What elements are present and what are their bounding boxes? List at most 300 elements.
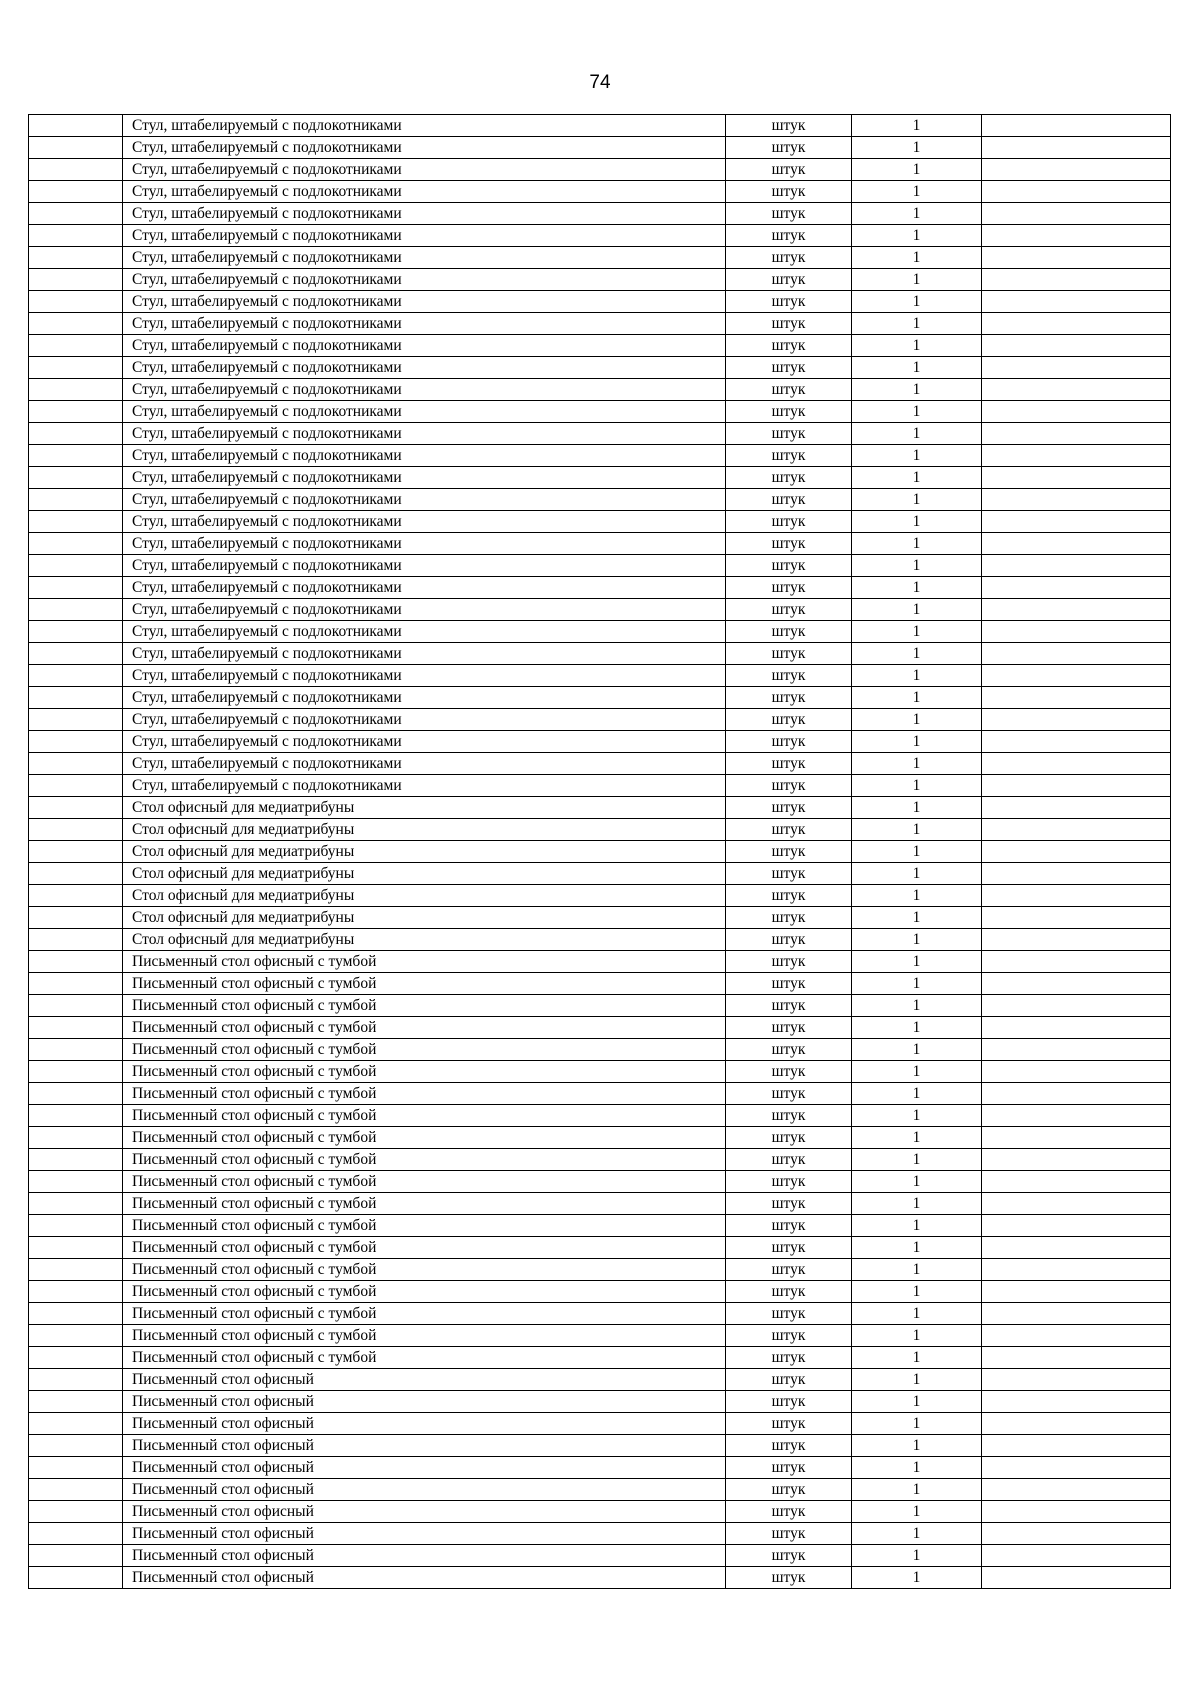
note-cell (982, 1127, 1171, 1149)
note-cell (982, 1457, 1171, 1479)
row-number-cell (29, 1413, 123, 1435)
table-row (29, 1501, 1171, 1523)
note-cell (982, 1303, 1171, 1325)
note-cell (982, 1501, 1171, 1523)
quantity-cell: 1 (852, 511, 982, 533)
table-row (29, 335, 1171, 357)
note-cell (982, 511, 1171, 533)
row-number-cell (29, 1523, 123, 1545)
item-name-cell: Стул, штабелируемый с подлокотниками (123, 621, 726, 643)
note-cell (982, 1391, 1171, 1413)
row-number-cell (29, 1061, 123, 1083)
note-cell (982, 1545, 1171, 1567)
item-name-cell: Стул, штабелируемый с подлокотниками (123, 247, 726, 269)
item-name-cell: Письменный стол офисный (123, 1545, 726, 1567)
unit-cell: штук (726, 885, 852, 907)
quantity-cell: 1 (852, 1479, 982, 1501)
row-number-cell (29, 335, 123, 357)
item-name-cell: Письменный стол офисный (123, 1501, 726, 1523)
unit-cell: штук (726, 687, 852, 709)
table-row (29, 533, 1171, 555)
table-row (29, 1017, 1171, 1039)
quantity-cell: 1 (852, 159, 982, 181)
row-number-cell (29, 313, 123, 335)
item-name-cell: Стул, штабелируемый с подлокотниками (123, 181, 726, 203)
quantity-cell: 1 (852, 1149, 982, 1171)
unit-cell: штук (726, 1281, 852, 1303)
quantity-cell: 1 (852, 995, 982, 1017)
unit-cell: штук (726, 1237, 852, 1259)
table-row (29, 291, 1171, 313)
table-row (29, 467, 1171, 489)
row-number-cell (29, 1479, 123, 1501)
unit-cell: штук (726, 753, 852, 775)
unit-cell: штук (726, 1479, 852, 1501)
row-number-cell (29, 1193, 123, 1215)
quantity-cell: 1 (852, 1391, 982, 1413)
row-number-cell (29, 159, 123, 181)
item-name-cell: Стул, штабелируемый с подлокотниками (123, 137, 726, 159)
table-row (29, 929, 1171, 951)
row-number-cell (29, 643, 123, 665)
unit-cell: штук (726, 1303, 852, 1325)
item-name-cell: Письменный стол офисный (123, 1413, 726, 1435)
note-cell (982, 577, 1171, 599)
unit-cell: штук (726, 599, 852, 621)
quantity-cell: 1 (852, 1435, 982, 1457)
note-cell (982, 973, 1171, 995)
row-number-cell (29, 137, 123, 159)
item-name-cell: Письменный стол офисный с тумбой (123, 1193, 726, 1215)
row-number-cell (29, 1567, 123, 1589)
row-number-cell (29, 775, 123, 797)
row-number-cell (29, 599, 123, 621)
unit-cell: штук (726, 863, 852, 885)
note-cell (982, 1567, 1171, 1589)
item-name-cell: Стул, штабелируемый с подлокотниками (123, 291, 726, 313)
item-name-cell: Письменный стол офисный с тумбой (123, 1215, 726, 1237)
item-name-cell: Письменный стол офисный с тумбой (123, 1171, 726, 1193)
quantity-cell: 1 (852, 247, 982, 269)
quantity-cell: 1 (852, 797, 982, 819)
unit-cell: штук (726, 1567, 852, 1589)
quantity-cell: 1 (852, 533, 982, 555)
item-name-cell: Письменный стол офисный (123, 1523, 726, 1545)
item-name-cell: Стул, штабелируемый с подлокотниками (123, 599, 726, 621)
quantity-cell: 1 (852, 137, 982, 159)
quantity-cell: 1 (852, 621, 982, 643)
quantity-cell: 1 (852, 1193, 982, 1215)
table-row (29, 951, 1171, 973)
item-name-cell: Стол офисный для медиатрибуны (123, 929, 726, 951)
row-number-cell (29, 269, 123, 291)
item-name-cell: Стул, штабелируемый с подлокотниками (123, 445, 726, 467)
unit-cell: штук (726, 1523, 852, 1545)
note-cell (982, 1017, 1171, 1039)
table-row (29, 181, 1171, 203)
unit-cell: штук (726, 533, 852, 555)
note-cell (982, 1259, 1171, 1281)
unit-cell: штук (726, 1413, 852, 1435)
item-name-cell: Письменный стол офисный с тумбой (123, 1281, 726, 1303)
table-row (29, 621, 1171, 643)
item-name-cell: Стол офисный для медиатрибуны (123, 885, 726, 907)
table-row (29, 115, 1171, 137)
table-row (29, 445, 1171, 467)
table-row (29, 731, 1171, 753)
note-cell (982, 181, 1171, 203)
table-row (29, 555, 1171, 577)
row-number-cell (29, 1303, 123, 1325)
item-name-cell: Письменный стол офисный с тумбой (123, 1303, 726, 1325)
note-cell (982, 1215, 1171, 1237)
unit-cell: штук (726, 247, 852, 269)
unit-cell: штук (726, 335, 852, 357)
quantity-cell: 1 (852, 115, 982, 137)
note-cell (982, 1523, 1171, 1545)
unit-cell: штук (726, 1171, 852, 1193)
row-number-cell (29, 1435, 123, 1457)
note-cell (982, 335, 1171, 357)
unit-cell: штук (726, 973, 852, 995)
row-number-cell (29, 1391, 123, 1413)
item-name-cell: Письменный стол офисный с тумбой (123, 1325, 726, 1347)
note-cell (982, 247, 1171, 269)
item-name-cell: Стул, штабелируемый с подлокотниками (123, 489, 726, 511)
row-number-cell (29, 203, 123, 225)
quantity-cell: 1 (852, 335, 982, 357)
row-number-cell (29, 731, 123, 753)
row-number-cell (29, 379, 123, 401)
row-number-cell (29, 1149, 123, 1171)
table-row (29, 313, 1171, 335)
item-name-cell: Письменный стол офисный (123, 1567, 726, 1589)
quantity-cell: 1 (852, 555, 982, 577)
quantity-cell: 1 (852, 313, 982, 335)
quantity-cell: 1 (852, 1259, 982, 1281)
row-number-cell (29, 357, 123, 379)
table-row (29, 357, 1171, 379)
row-number-cell (29, 555, 123, 577)
table-row (29, 819, 1171, 841)
row-number-cell (29, 181, 123, 203)
quantity-cell: 1 (852, 423, 982, 445)
table-row (29, 1259, 1171, 1281)
item-name-cell: Стул, штабелируемый с подлокотниками (123, 643, 726, 665)
quantity-cell: 1 (852, 1325, 982, 1347)
note-cell (982, 291, 1171, 313)
table-row (29, 1347, 1171, 1369)
item-name-cell: Стул, штабелируемый с подлокотниками (123, 401, 726, 423)
item-name-cell: Стул, штабелируемый с подлокотниками (123, 115, 726, 137)
unit-cell: штук (726, 423, 852, 445)
unit-cell: штук (726, 1391, 852, 1413)
quantity-cell: 1 (852, 775, 982, 797)
quantity-cell: 1 (852, 1039, 982, 1061)
note-cell (982, 269, 1171, 291)
note-cell (982, 445, 1171, 467)
unit-cell: штук (726, 115, 852, 137)
item-name-cell: Стул, штабелируемый с подлокотниками (123, 313, 726, 335)
table-row (29, 203, 1171, 225)
item-name-cell: Письменный стол офисный с тумбой (123, 1061, 726, 1083)
row-number-cell (29, 533, 123, 555)
table-row (29, 423, 1171, 445)
item-name-cell: Письменный стол офисный с тумбой (123, 1237, 726, 1259)
quantity-cell: 1 (852, 709, 982, 731)
table-row (29, 1567, 1171, 1589)
quantity-cell: 1 (852, 1501, 982, 1523)
note-cell (982, 1413, 1171, 1435)
table-row (29, 1149, 1171, 1171)
item-name-cell: Стул, штабелируемый с подлокотниками (123, 533, 726, 555)
note-cell (982, 423, 1171, 445)
table-row (29, 1325, 1171, 1347)
quantity-cell: 1 (852, 819, 982, 841)
inventory-table-body (29, 115, 1171, 1589)
item-name-cell: Стул, штабелируемый с подлокотниками (123, 335, 726, 357)
quantity-cell: 1 (852, 973, 982, 995)
item-name-cell: Стул, штабелируемый с подлокотниками (123, 687, 726, 709)
note-cell (982, 1149, 1171, 1171)
unit-cell: штук (726, 1325, 852, 1347)
table-row (29, 973, 1171, 995)
unit-cell: штук (726, 313, 852, 335)
quantity-cell: 1 (852, 1457, 982, 1479)
unit-cell: штук (726, 1347, 852, 1369)
item-name-cell: Стул, штабелируемый с подлокотниками (123, 467, 726, 489)
quantity-cell: 1 (852, 599, 982, 621)
note-cell (982, 863, 1171, 885)
quantity-cell: 1 (852, 357, 982, 379)
quantity-cell: 1 (852, 1127, 982, 1149)
note-cell (982, 775, 1171, 797)
note-cell (982, 709, 1171, 731)
row-number-cell (29, 401, 123, 423)
row-number-cell (29, 951, 123, 973)
item-name-cell: Письменный стол офисный с тумбой (123, 995, 726, 1017)
table-row (29, 841, 1171, 863)
table-row (29, 1281, 1171, 1303)
table-row (29, 995, 1171, 1017)
table-row (29, 709, 1171, 731)
quantity-cell: 1 (852, 1413, 982, 1435)
row-number-cell (29, 225, 123, 247)
table-row (29, 1457, 1171, 1479)
row-number-cell (29, 577, 123, 599)
item-name-cell: Стул, штабелируемый с подлокотниками (123, 577, 726, 599)
row-number-cell (29, 973, 123, 995)
table-row (29, 225, 1171, 247)
table-row (29, 159, 1171, 181)
unit-cell: штук (726, 357, 852, 379)
row-number-cell (29, 1215, 123, 1237)
row-number-cell (29, 819, 123, 841)
row-number-cell (29, 1083, 123, 1105)
unit-cell: штук (726, 709, 852, 731)
row-number-cell (29, 1457, 123, 1479)
row-number-cell (29, 467, 123, 489)
quantity-cell: 1 (852, 489, 982, 511)
note-cell (982, 489, 1171, 511)
note-cell (982, 665, 1171, 687)
note-cell (982, 599, 1171, 621)
unit-cell: штук (726, 731, 852, 753)
note-cell (982, 1083, 1171, 1105)
quantity-cell: 1 (852, 951, 982, 973)
table-row (29, 1105, 1171, 1127)
row-number-cell (29, 1105, 123, 1127)
quantity-cell: 1 (852, 841, 982, 863)
unit-cell: штук (726, 159, 852, 181)
row-number-cell (29, 423, 123, 445)
row-number-cell (29, 1325, 123, 1347)
item-name-cell: Стул, штабелируемый с подлокотниками (123, 731, 726, 753)
unit-cell: штук (726, 643, 852, 665)
table-row (29, 1237, 1171, 1259)
note-cell (982, 885, 1171, 907)
item-name-cell: Стул, штабелируемый с подлокотниками (123, 555, 726, 577)
quantity-cell: 1 (852, 1567, 982, 1589)
row-number-cell (29, 247, 123, 269)
row-number-cell (29, 1545, 123, 1567)
quantity-cell: 1 (852, 291, 982, 313)
note-cell (982, 819, 1171, 841)
item-name-cell: Стул, штабелируемый с подлокотниками (123, 357, 726, 379)
quantity-cell: 1 (852, 225, 982, 247)
note-cell (982, 401, 1171, 423)
note-cell (982, 533, 1171, 555)
unit-cell: штук (726, 841, 852, 863)
unit-cell: штук (726, 555, 852, 577)
note-cell (982, 841, 1171, 863)
quantity-cell: 1 (852, 1523, 982, 1545)
note-cell (982, 555, 1171, 577)
quantity-cell: 1 (852, 445, 982, 467)
table-row (29, 797, 1171, 819)
table-row (29, 247, 1171, 269)
table-row (29, 1391, 1171, 1413)
unit-cell: штук (726, 379, 852, 401)
quantity-cell: 1 (852, 1545, 982, 1567)
item-name-cell: Стол офисный для медиатрибуны (123, 797, 726, 819)
note-cell (982, 929, 1171, 951)
note-cell (982, 797, 1171, 819)
row-number-cell (29, 1237, 123, 1259)
table-row (29, 1479, 1171, 1501)
unit-cell: штук (726, 137, 852, 159)
unit-cell: штук (726, 907, 852, 929)
table-row (29, 1061, 1171, 1083)
quantity-cell: 1 (852, 1347, 982, 1369)
quantity-cell: 1 (852, 643, 982, 665)
table-row (29, 1215, 1171, 1237)
item-name-cell: Стул, штабелируемый с подлокотниками (123, 423, 726, 445)
quantity-cell: 1 (852, 203, 982, 225)
unit-cell: штук (726, 401, 852, 423)
table-row (29, 489, 1171, 511)
row-number-cell (29, 1347, 123, 1369)
quantity-cell: 1 (852, 1369, 982, 1391)
table-row (29, 665, 1171, 687)
unit-cell: штук (726, 1215, 852, 1237)
note-cell (982, 753, 1171, 775)
item-name-cell: Письменный стол офисный с тумбой (123, 1259, 726, 1281)
unit-cell: штук (726, 1061, 852, 1083)
item-name-cell: Письменный стол офисный с тумбой (123, 1083, 726, 1105)
note-cell (982, 687, 1171, 709)
note-cell (982, 1171, 1171, 1193)
table-row (29, 1083, 1171, 1105)
table-row (29, 1435, 1171, 1457)
table-row (29, 907, 1171, 929)
note-cell (982, 203, 1171, 225)
item-name-cell: Стул, штабелируемый с подлокотниками (123, 665, 726, 687)
unit-cell: штук (726, 1501, 852, 1523)
note-cell (982, 1061, 1171, 1083)
item-name-cell: Письменный стол офисный с тумбой (123, 951, 726, 973)
quantity-cell: 1 (852, 1215, 982, 1237)
unit-cell: штук (726, 995, 852, 1017)
note-cell (982, 1347, 1171, 1369)
quantity-cell: 1 (852, 1105, 982, 1127)
unit-cell: штук (726, 929, 852, 951)
row-number-cell (29, 1017, 123, 1039)
quantity-cell: 1 (852, 577, 982, 599)
row-number-cell (29, 995, 123, 1017)
table-row (29, 1127, 1171, 1149)
item-name-cell: Письменный стол офисный с тумбой (123, 1105, 726, 1127)
quantity-cell: 1 (852, 863, 982, 885)
table-row (29, 577, 1171, 599)
row-number-cell (29, 709, 123, 731)
row-number-cell (29, 753, 123, 775)
unit-cell: штук (726, 621, 852, 643)
row-number-cell (29, 1501, 123, 1523)
quantity-cell: 1 (852, 1083, 982, 1105)
row-number-cell (29, 863, 123, 885)
item-name-cell: Письменный стол офисный (123, 1369, 726, 1391)
row-number-cell (29, 929, 123, 951)
note-cell (982, 467, 1171, 489)
note-cell (982, 731, 1171, 753)
quantity-cell: 1 (852, 1237, 982, 1259)
note-cell (982, 1435, 1171, 1457)
row-number-cell (29, 797, 123, 819)
unit-cell: штук (726, 181, 852, 203)
quantity-cell: 1 (852, 379, 982, 401)
table-row (29, 511, 1171, 533)
unit-cell: штук (726, 819, 852, 841)
quantity-cell: 1 (852, 401, 982, 423)
table-row (29, 1039, 1171, 1061)
quantity-cell: 1 (852, 929, 982, 951)
row-number-cell (29, 841, 123, 863)
table-row (29, 775, 1171, 797)
note-cell (982, 907, 1171, 929)
unit-cell: штук (726, 489, 852, 511)
unit-cell: штук (726, 951, 852, 973)
quantity-cell: 1 (852, 467, 982, 489)
item-name-cell: Письменный стол офисный с тумбой (123, 1347, 726, 1369)
note-cell (982, 357, 1171, 379)
note-cell (982, 1193, 1171, 1215)
row-number-cell (29, 1039, 123, 1061)
row-number-cell (29, 907, 123, 929)
note-cell (982, 1237, 1171, 1259)
note-cell (982, 225, 1171, 247)
item-name-cell: Письменный стол офисный с тумбой (123, 973, 726, 995)
